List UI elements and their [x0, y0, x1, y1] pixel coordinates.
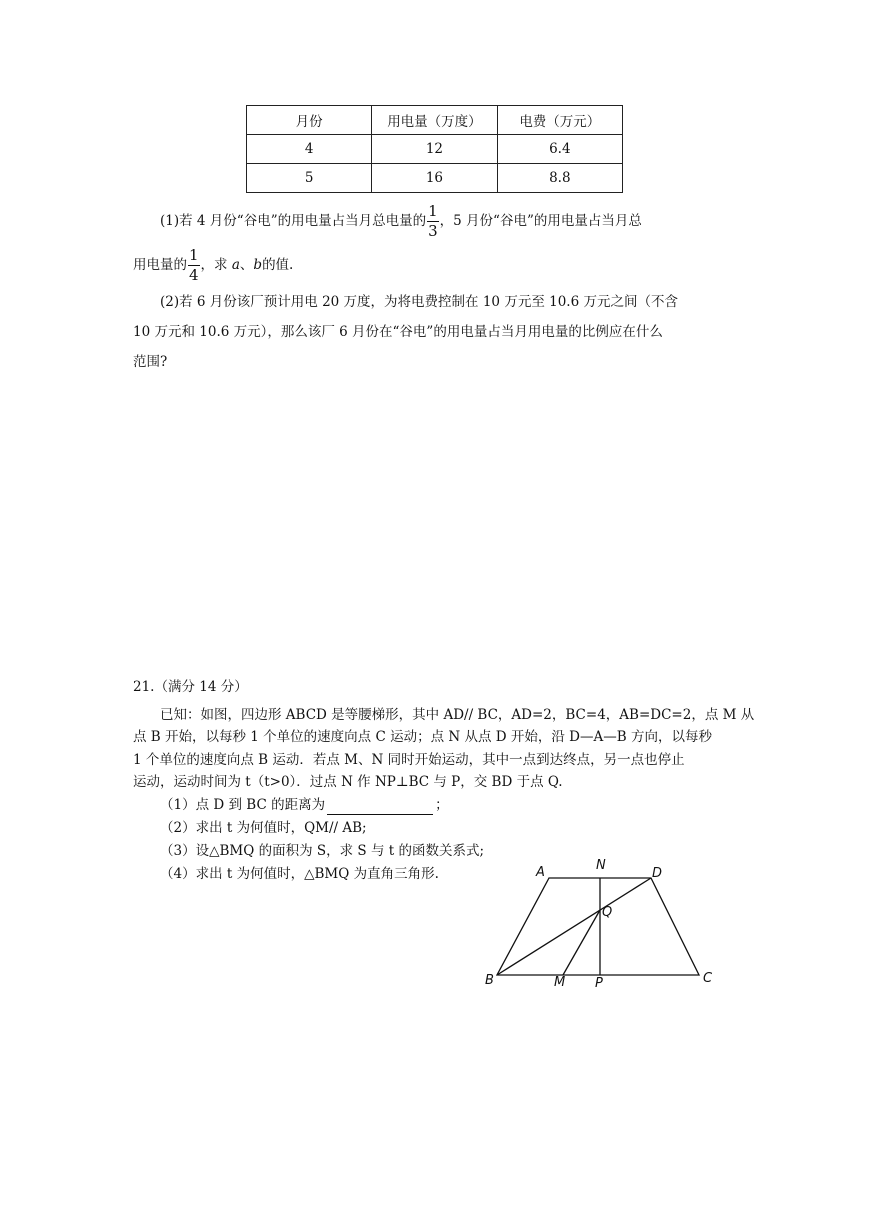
label-n: N	[596, 858, 606, 873]
table-header-row	[247, 106, 623, 135]
part2-line2: 10 万元和 10.6 万元），那么该厂 6 月份在“谷电”的用电量占当月用电量的比例应在什么	[133, 324, 663, 340]
label-p: P	[595, 976, 603, 991]
label-q: Q	[602, 905, 613, 920]
header-month: 月份	[247, 106, 372, 135]
part1-line1: (1)若 4 月份“谷电”的用电量占当月总电量的 $\frac{1}{3}$ ，5 月份“谷电”的用电量占当月总	[160, 202, 642, 240]
question-21-heading: 21.（满分 14 分）	[133, 679, 248, 695]
q21-sub2: （2）求出 t 为何值时，QM// AB;	[160, 820, 367, 836]
header-usage: 用电量（万度）	[372, 106, 497, 135]
trapezoid-figure	[470, 850, 730, 995]
q21-stem-line3: 1 个单位的速度向点 B 运动．若点 M、N 同时开始运动，其中一点到达终点，另一点也停止	[133, 752, 685, 768]
q21-stem-line1: 已知：如图，四边形 ABCD 是等腰梯形，其中 AD// BC，AD=2，BC=4，AB=DC=2，点 M 从	[160, 707, 755, 723]
segment-mq	[563, 910, 600, 975]
electricity-table	[246, 105, 623, 193]
fraction-one-quarter: $\frac{1}{4}$	[189, 246, 199, 284]
part2-line3: 范围?	[133, 354, 168, 370]
q21-sub1: （1）点 D 到 BC 的距离为 ；	[160, 797, 449, 813]
fraction-one-third: $\frac{1}{3}$	[428, 202, 438, 240]
q21-stem-line4: 运动，运动时间为 t（t>0）．过点 N 作 NP⊥BC 与 P，交 BD 于点 Q.	[133, 774, 563, 790]
cell-fee: 6.4	[497, 135, 622, 164]
cell-usage: 12	[372, 135, 497, 164]
label-b: B	[485, 973, 494, 988]
label-m: M	[554, 975, 566, 990]
table-row	[247, 164, 623, 193]
part2-line1: (2)若 6 月份该厂预计用电 20 万度，为将电费控制在 10 万元至 10.6 万元之间（不含	[160, 294, 678, 310]
answer-blank[interactable]	[327, 800, 433, 815]
table-row	[247, 135, 623, 164]
label-d: D	[652, 866, 663, 881]
part1-line2: 用电量的 $\frac{1}{4}$ ，求 a、b的值.	[133, 246, 294, 284]
label-c: C	[703, 971, 713, 986]
header-fee: 电费（万元）	[497, 106, 622, 135]
trapezoid-abcd	[497, 878, 699, 975]
cell-usage: 16	[372, 164, 497, 193]
cell-month: 5	[247, 164, 372, 193]
q21-stem-line2: 点 B 开始，以每秒 1 个单位的速度向点 C 运动；点 N 从点 D 开始，沿 D—A—B 方向，以每秒	[133, 729, 712, 745]
q21-sub3: （3）设△BMQ 的面积为 S，求 S 与 t 的函数关系式;	[160, 843, 484, 859]
cell-month: 4	[247, 135, 372, 164]
label-a: A	[536, 865, 545, 880]
cell-fee: 8.8	[497, 164, 622, 193]
q21-sub4: （4）求出 t 为何值时，△BMQ 为直角三角形.	[160, 866, 439, 882]
diagonal-bd	[497, 878, 651, 975]
